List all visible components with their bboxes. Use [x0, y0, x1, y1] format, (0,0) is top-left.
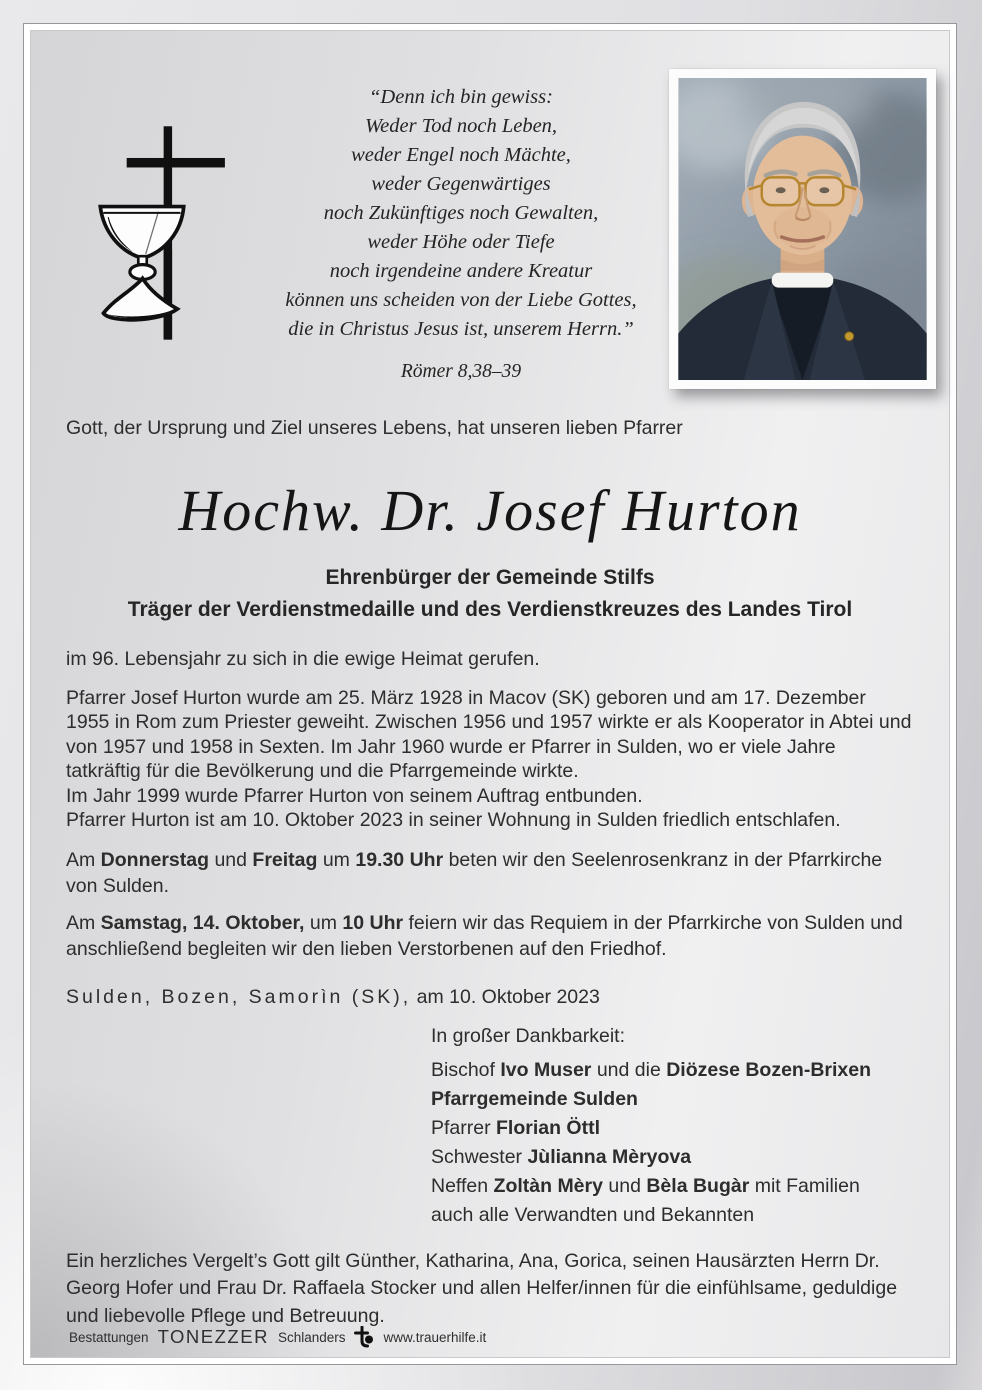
footer-brand: TONEZZER	[157, 1326, 269, 1347]
text-segment: 19.30 Uhr	[355, 848, 444, 871]
text-segment: mit Familien	[749, 1174, 860, 1197]
header-section	[31, 31, 949, 391]
rosary-announcement	[66, 847, 914, 899]
text-line: weder Engel noch Mächte,	[351, 144, 571, 166]
text-segment: Florian Öttl	[496, 1116, 601, 1139]
thanks-entry	[431, 1143, 914, 1172]
text-segment: und	[602, 1174, 647, 1197]
footer-prefix: Bestattungen	[69, 1329, 149, 1345]
text-line: noch irgendeine andere Kreatur	[329, 260, 593, 282]
called-home-line: im 96. Lebensjahr zu sich in die ewige Heimat gerufen.	[66, 647, 540, 670]
text-segment: Freitag	[252, 848, 318, 871]
footer-url: www.trauerhilfe.it	[383, 1329, 487, 1345]
text-segment: Bischof	[431, 1058, 501, 1081]
text-segment: und	[209, 848, 253, 871]
text-segment: um	[304, 911, 343, 934]
text-segment: auch alle Verwandten und Bekannten	[431, 1203, 755, 1226]
quote-text	[251, 83, 671, 344]
text-segment: Neffen	[431, 1174, 494, 1197]
text-segment: Am	[66, 911, 101, 934]
intro-line: Gott, der Ursprung und Ziel unseres Lebens, hat unseren lieben Pfarrer	[66, 417, 683, 439]
trauerhilfe-cross-icon	[354, 1326, 374, 1348]
cross-and-chalice-icon	[95, 123, 227, 345]
gratitude-block	[431, 1023, 914, 1230]
text-line: noch Zukünftiges noch Gewalten,	[323, 202, 599, 224]
bible-quote	[251, 83, 671, 386]
honor-title-1: Ehrenbürger der Gemeinde Stilfs	[325, 565, 655, 589]
place-date-line	[66, 984, 914, 1010]
footer-city: Schlanders	[277, 1329, 346, 1345]
deceased-name: Hochw. Dr. Josef Hurton	[178, 478, 802, 543]
text-line: Pfarrer Hurton ist am 10. Oktober 2023 in seiner Wohnung in Sulden friedlich entschlafen.	[66, 809, 841, 832]
text-segment: um	[317, 848, 356, 871]
text-segment: Pfarrer	[431, 1116, 497, 1139]
text-segment: Pfarrgemeinde Sulden	[431, 1087, 638, 1110]
place-list: Sulden, Bozen, Samorìn (SK),	[66, 985, 412, 1008]
main-text-column	[31, 415, 949, 1330]
honor-title-2: Träger der Verdienstmedaille und des Verdienstkreuzes des Landes Tirol	[127, 597, 853, 621]
text-segment: Bèla Bugàr	[646, 1174, 750, 1197]
text-segment: Am	[66, 848, 101, 871]
quote-source: Römer 8,38–39	[400, 361, 522, 382]
priest-portrait-image	[678, 78, 927, 380]
thanks-entry	[431, 1172, 914, 1201]
text-line: “Denn ich bin gewiss:	[369, 86, 553, 108]
text-segment: und die	[591, 1058, 667, 1081]
text-line: Pfarrer Josef Hurton wurde am 25. März 1928 in Macov (SK) geboren und am 17. Dezember 1955 in Rom zum Priester geweiht. Zwischen 1956 und 1957 wirkte er als Kooperator in Abtei und von 1957 und 1958 in Sexten. Im Jahr 1960 wurde er Pfarrer in Sulden, wo er viele Jahre tatkräftig für die Bevölkerung und die Pfarrgemeinde wirkte.	[66, 686, 912, 783]
requiem-announcement	[66, 910, 914, 962]
memorial-card	[23, 23, 957, 1365]
text-segment: Schwester	[431, 1145, 528, 1168]
memorial-card-inner	[30, 30, 950, 1358]
funeral-home-footer	[69, 1326, 486, 1348]
text-line: Im Jahr 1999 wurde Pfarrer Hurton von seinem Auftrag entbunden.	[66, 784, 643, 807]
text-line: weder Gegenwärtiges	[371, 173, 551, 195]
text-segment: Zoltàn Mèry	[493, 1174, 603, 1197]
caregivers-thanks: Ein herzliches Vergelt’s Gott gilt Günther, Katharina, Ana, Gorica, seinen Hausärzten Herrn Dr. Georg Hofer und Frau Dr. Raffaela Stocker und allen Helfer/innen für die einfühlsame, geduldige und liebevolle Pflege und Betreuung.	[66, 1249, 898, 1327]
gratitude-heading: In großer Dankbarkeit:	[431, 1024, 626, 1047]
thanks-entry	[431, 1085, 914, 1114]
text-line: Weder Tod noch Leben,	[364, 115, 558, 137]
text-line: weder Höhe oder Tiefe	[367, 231, 555, 253]
text-segment: Ivo Muser	[500, 1058, 592, 1081]
text-segment: Diözese Bozen-Brixen	[666, 1058, 872, 1081]
thanks-entry	[431, 1201, 914, 1230]
text-segment: beten wir den Seelenrosenkranz in der Pfarrkirche von Sulden.	[66, 848, 883, 897]
gratitude-list	[431, 1056, 914, 1230]
date-part: am 10. Oktober 2023	[411, 985, 600, 1008]
text-segment: 10 Uhr	[342, 911, 404, 934]
thanks-entry	[431, 1056, 914, 1085]
text-line: die in Christus Jesus ist, unserem Herrn.”	[288, 318, 634, 340]
biography-paragraphs	[66, 686, 914, 833]
text-segment: Samstag, 14. Oktober,	[100, 911, 305, 934]
portrait-photo	[669, 69, 936, 389]
text-segment: feiern wir das Requiem in der Pfarrkirche von Sulden und anschließend begleiten wir den lieben Verstorbenen auf den Friedhof.	[66, 911, 903, 960]
thanks-entry	[431, 1114, 914, 1143]
text-line: können uns scheiden von der Liebe Gottes,	[285, 289, 637, 311]
text-segment: Jùlianna Mèryova	[527, 1145, 692, 1168]
text-segment: Donnerstag	[100, 848, 210, 871]
